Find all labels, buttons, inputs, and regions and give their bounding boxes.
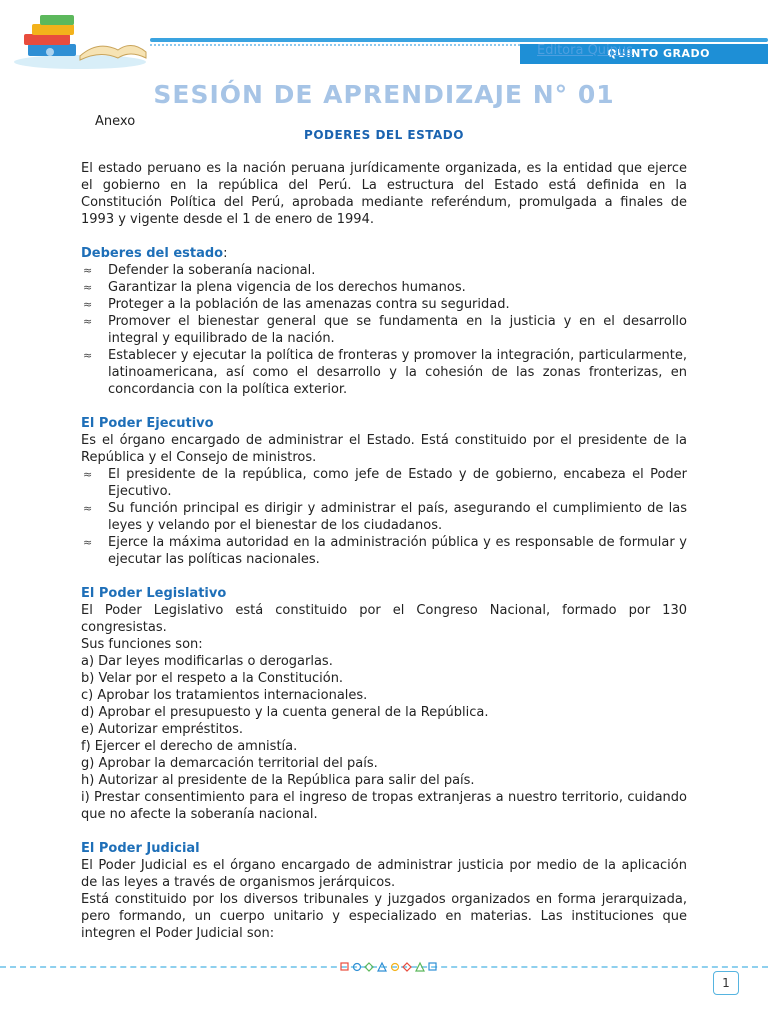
grade-label: QUINTO GRADO <box>607 47 710 60</box>
decorative-shapes-icon <box>340 961 440 973</box>
bullet-icon: ≈ <box>83 264 93 277</box>
document-body <box>81 160 687 942</box>
judicial-heading: El Poder Judicial <box>81 841 200 856</box>
page-header <box>0 0 768 80</box>
deberes-list <box>81 262 687 398</box>
bullet-icon: ≈ <box>83 281 93 294</box>
section-subtitle: PODERES DEL ESTADO <box>304 128 464 142</box>
list-item: d) Aprobar el presupuesto y la cuenta general de la República. <box>81 705 489 720</box>
intro-paragraph: El estado peruano es la nación peruana jurídicamente organizada, es la entidad que ejerce el gobierno en la república del Perú. La estructura del Estado está definida en la Constitución Política del Perú, aprobada mediante referéndum, promulgada a finales de 1993 y vigente desde el 1 de enero de 1994. <box>81 161 687 227</box>
ejecutivo-list <box>81 466 687 568</box>
list-item: b) Velar por el respeto a la Constitución. <box>81 671 344 686</box>
list-item: ≈ Proteger a la población de las amenazas contra su seguridad. <box>83 297 510 312</box>
deberes-heading: Deberes del estado: <box>81 246 228 261</box>
bullet-icon: ≈ <box>83 502 93 515</box>
judicial-paragraph-2: Está constituido por los diversos tribunales y juzgados organizados en forma jerarquizada, pero formando, un cuerpo unitario y especializado en materias. Las instituciones que integren el Poder Judicial son: <box>81 892 687 941</box>
list-item: a) Dar leyes modificarlas o derogarlas. <box>81 654 333 669</box>
list-item: f) Ejercer el derecho de amnistía. <box>81 739 298 754</box>
legislativo-heading: El Poder Legislativo <box>81 586 227 601</box>
list-item: g) Aprobar la demarcación territorial del país. <box>81 756 378 771</box>
anexo-label: Anexo <box>95 114 136 129</box>
bullet-icon: ≈ <box>83 298 93 311</box>
bullet-icon: ≈ <box>83 315 93 328</box>
legislativo-list-intro: Sus funciones son: <box>81 637 203 652</box>
list-item: ≈ Establecer y ejecutar la política de fronteras y promover la integración, particularmente, latinoamericana, así como el desarrollo y la cohesión de las zonas fronterizas, en concordancia con la política exterior. <box>83 348 687 397</box>
editor-link[interactable]: Editora Quipus <box>537 43 633 58</box>
list-item: ≈ Defender la soberanía nacional. <box>83 263 316 278</box>
list-item: c) Aprobar los tratamientos internacionales. <box>81 688 368 703</box>
ejecutivo-heading: El Poder Ejecutivo <box>81 416 214 431</box>
bullet-icon: ≈ <box>83 468 93 481</box>
header-rule <box>150 38 768 42</box>
list-item: h) Autorizar al presidente de la República para salir del país. <box>81 773 475 788</box>
legislativo-paragraph: El Poder Legislativo está constituido por el Congreso Nacional, formado por 130 congresistas. <box>81 603 687 635</box>
ejecutivo-paragraph: Es el órgano encargado de administrar el Estado. Está constituido por el presidente de la República y el Consejo de ministros. <box>81 433 687 465</box>
books-logo-icon <box>10 10 150 70</box>
judicial-paragraph-1: El Poder Judicial es el órgano encargado de administrar justicia por medio de la aplicación de las leyes a través de organismos jerárquicos. <box>81 858 687 890</box>
list-item: ≈ Garantizar la plena vigencia de los derechos humanos. <box>83 280 466 295</box>
list-item: i) Prestar consentimiento para el ingreso de tropas extranjeras a nuestro territorio, cuidando que no afecte la soberanía nacional. <box>81 790 687 822</box>
list-item: ≈ El presidente de la república, como jefe de Estado y de gobierno, encabeza el Poder Ejecutivo. <box>83 467 687 499</box>
list-item: ≈ Promover el bienestar general que se fundamenta en la justicia y en el desarrollo integral y equilibrado de la nación. <box>83 314 687 346</box>
list-item: e) Autorizar empréstitos. <box>81 722 244 737</box>
page-number: 1 <box>713 971 739 995</box>
list-item: ≈ Su función principal es dirigir y administrar el país, asegurando el cumplimiento de las leyes y velando por el bienestar de los ciudadanos. <box>83 501 687 533</box>
bullet-icon: ≈ <box>83 536 93 549</box>
bullet-icon: ≈ <box>83 349 93 362</box>
page-title: SESIÓN DE APRENDIZAJE N° 01 <box>153 80 615 109</box>
list-item: ≈ Ejerce la máxima autoridad en la administración pública y es responsable de formular y ejecutar las políticas nacionales. <box>83 535 687 567</box>
